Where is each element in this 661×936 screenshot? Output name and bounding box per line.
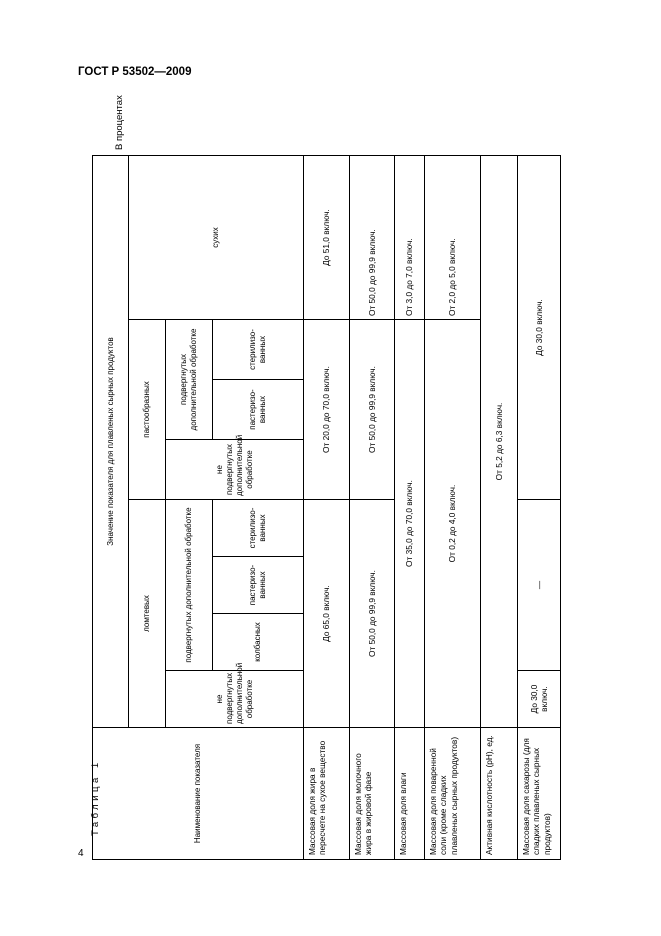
- row-value: От 5,2 до 6,3 включ.: [481, 155, 518, 727]
- units-note: В процентах: [114, 95, 125, 150]
- row-value: От 50,0 до 99,9 включ.: [350, 320, 395, 500]
- header-sliced-sterilized: стерилизо-ванных: [213, 500, 304, 557]
- row-value: От 3,0 до 7,0 включ.: [395, 155, 425, 319]
- page-number: 4: [78, 848, 84, 859]
- row-value: —: [518, 500, 561, 671]
- row-value: От 35,0 до 70,0 включ.: [395, 320, 425, 728]
- row-value: До 65,0 включ.: [304, 500, 350, 728]
- header-sliced-not-processed: не подвергнутых дополнительной обработке: [166, 671, 304, 728]
- row-name: Активная кислотность (рН), ед.: [481, 728, 518, 860]
- document-title: ГОСТ Р 53502—2009: [78, 66, 192, 78]
- header-pasty: пастообразных: [129, 320, 166, 500]
- header-indicator-name: Наименование показателя: [93, 728, 304, 860]
- row-name: Массовая доля влаги: [395, 728, 425, 860]
- header-sausage: колбасных: [213, 614, 304, 671]
- row-name: Массовая доля поваренной соли (кроме сладких плавленых сырных продуктов): [425, 728, 481, 860]
- table-row: [350, 155, 395, 859]
- table-label: Таблица 1: [90, 759, 101, 836]
- table-row: [518, 155, 561, 859]
- header-pasty-pasteurized: пастеризо-ванных: [213, 380, 304, 440]
- row-value: От 50,0 до 99,9 включ.: [350, 500, 395, 728]
- header-sliced-pasteurized: пастеризо-ванных: [213, 557, 304, 614]
- table-row: [425, 155, 481, 859]
- header-sliced-processed: подвергнутых дополнительной обработке: [166, 500, 213, 671]
- row-value: До 30,0 включ.: [518, 671, 561, 728]
- rotated-table-wrapper: [92, 156, 552, 860]
- table-row: [481, 155, 518, 859]
- indicators-table: [92, 155, 561, 860]
- header-group: Значение показателя для плавленых сырных продуктов: [93, 155, 129, 727]
- row-value: От 50,0 до 99,9 включ.: [350, 155, 395, 319]
- row-name: Массовая доля молочного жира в жировой фазе: [350, 728, 395, 860]
- row-value: До 30,0 включ.: [518, 155, 561, 499]
- header-pasty-not-processed: не подвергнутых дополнительной обработке: [166, 440, 304, 500]
- header-sliced: ломтевых: [129, 500, 166, 728]
- row-value: До 51,0 включ.: [304, 155, 350, 319]
- row-name: Массовая доля жира в пересчете на сухое вещество: [304, 728, 350, 860]
- row-value: От 2,0 до 5,0 включ.: [425, 155, 481, 319]
- header-pasty-processed: подвергнутых дополнительной обработке: [166, 320, 213, 440]
- row-value: От 20,0 до 70,0 включ.: [304, 320, 350, 500]
- header-dry: сухих: [129, 155, 304, 319]
- header-pasty-sterilized: стерилизо-ванных: [213, 320, 304, 380]
- header-row-1: [93, 155, 129, 859]
- table-row: [304, 155, 350, 859]
- row-name: Массовая доля сахарозы (для сладких плавленых сырных продуктов): [518, 728, 561, 860]
- row-value: От 0,2 до 4,0 включ.: [425, 320, 481, 728]
- table-row: [395, 155, 425, 859]
